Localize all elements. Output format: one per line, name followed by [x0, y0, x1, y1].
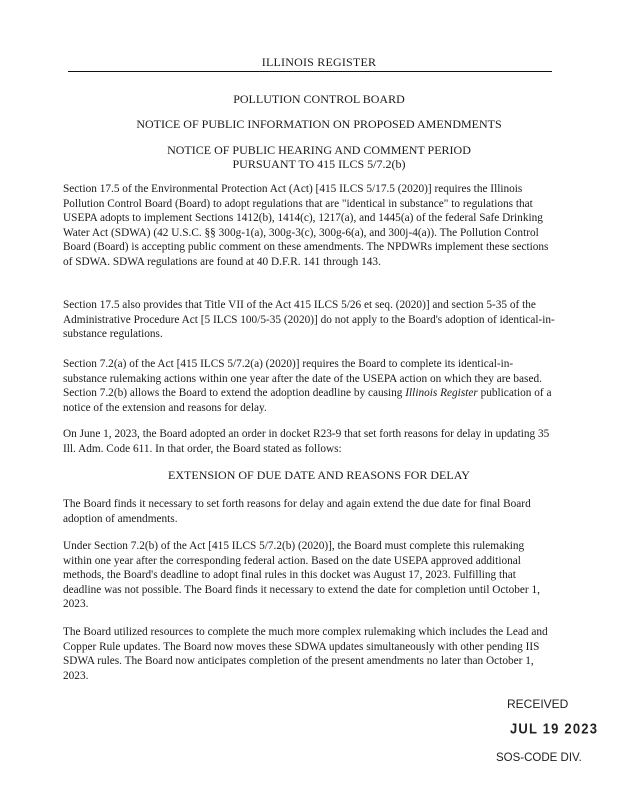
illinois-register-italic: Illinois Register [405, 387, 478, 400]
hearing-title-line1: NOTICE OF PUBLIC HEARING AND COMMENT PERIOD [167, 143, 471, 157]
received-stamp-office: SOS-CODE DIV. [496, 752, 582, 764]
paragraph-title-vii: Section 17.5 also provides that Title VII of the Act 415 ILCS 5/26 et seq. (2020)] and section 5-35 of the Administrative Procedure Act [5 ILCS 100/5-35 (2020)] do not apply to the Board's adoption of identical-in-substance regulations. [63, 299, 555, 341]
hearing-title-line2: PURSUANT TO 415 ILCS 5/7.2(b) [232, 157, 406, 171]
paragraph-resources: The Board utilized resources to complete the much more complex rulemaking which includes the Lead and Copper Rule updates. The Board now moves these SDWA updates simultaneously with other pending IIS SDWA rules. The Board now anticipates completion of the present amendments no later than October 1, 2023. [63, 626, 548, 682]
notice-title: NOTICE OF PUBLIC INFORMATION ON PROPOSED AMENDMENTS [136, 117, 502, 131]
paragraph-deadline: Under Section 7.2(b) of the Act [415 ILCS 5/7.2(b) (2020)], the Board must complete this rulemaking within one year after the corresponding federal action. Based on the date USEPA approved additional methods, the Board's deadline to adopt final rules in this docket was August 17, 2023. Fulfilling that deadline was not possible. The Board finds it necessary to extend the date for completion until October 1, 2023. [63, 540, 540, 611]
paragraph-order-r23-9: On June 1, 2023, the Board adopted an order in docket R23-9 that set forth reasons for delay in updating 35 Ill. Adm. Code 611. In that order, the Board stated as follows: [63, 428, 550, 455]
received-stamp-date: JUL 19 2023 [510, 719, 599, 738]
register-header: ILLINOIS REGISTER [261, 55, 377, 69]
extension-heading: EXTENSION OF DUE DATE AND REASONS FOR DELAY [168, 468, 470, 482]
header-rule [68, 71, 552, 72]
paragraph-section-17-5: Section 17.5 of the Environmental Protection Act (Act) [415 ILCS 5/17.5 (2020)] requires the Illinois Pollution Control Board (Board) to adopt regulations that are "identical in substance" to regulations that USEPA adopts to implement Sections 1412(b), 1414(c), 1217(a), and 1445(a) of the federal Safe Drinking Water Act (SDWA) (42 U.S.C. §§ 300g-1(a), 300g-3(c), 300g-6(a), and 300j-4(a)). The Pollution Control Board (Board) is accepting public comment on these amendments. The NPDWRs implement these sections of SDWA. SDWA regulations are found at 40 D.F.R. 141 through 143. [63, 183, 549, 268]
received-stamp-label: RECEIVED [507, 697, 569, 711]
agency-name: POLLUTION CONTROL BOARD [233, 92, 405, 106]
paragraph-section-7-2-part1: Section 7.2(a) of the Act [415 ILCS 5/7.2(a) (2020)] requires the Board to complete its identical-in-substance rulemaking actions within one year after the date of the USEPA action on which they are based. Section 7.2(b) allows the Board to extend the adoption deadline by causing [63, 358, 542, 400]
paragraph-section-7-2-part2: publication of a notice of the extension and reasons for delay. [63, 387, 552, 414]
paragraph-section-7-2 [63, 357, 555, 415]
paragraph-reasons: The Board finds it necessary to set forth reasons for delay and again extend the due date for final Board adoption of amendments. [63, 498, 531, 525]
